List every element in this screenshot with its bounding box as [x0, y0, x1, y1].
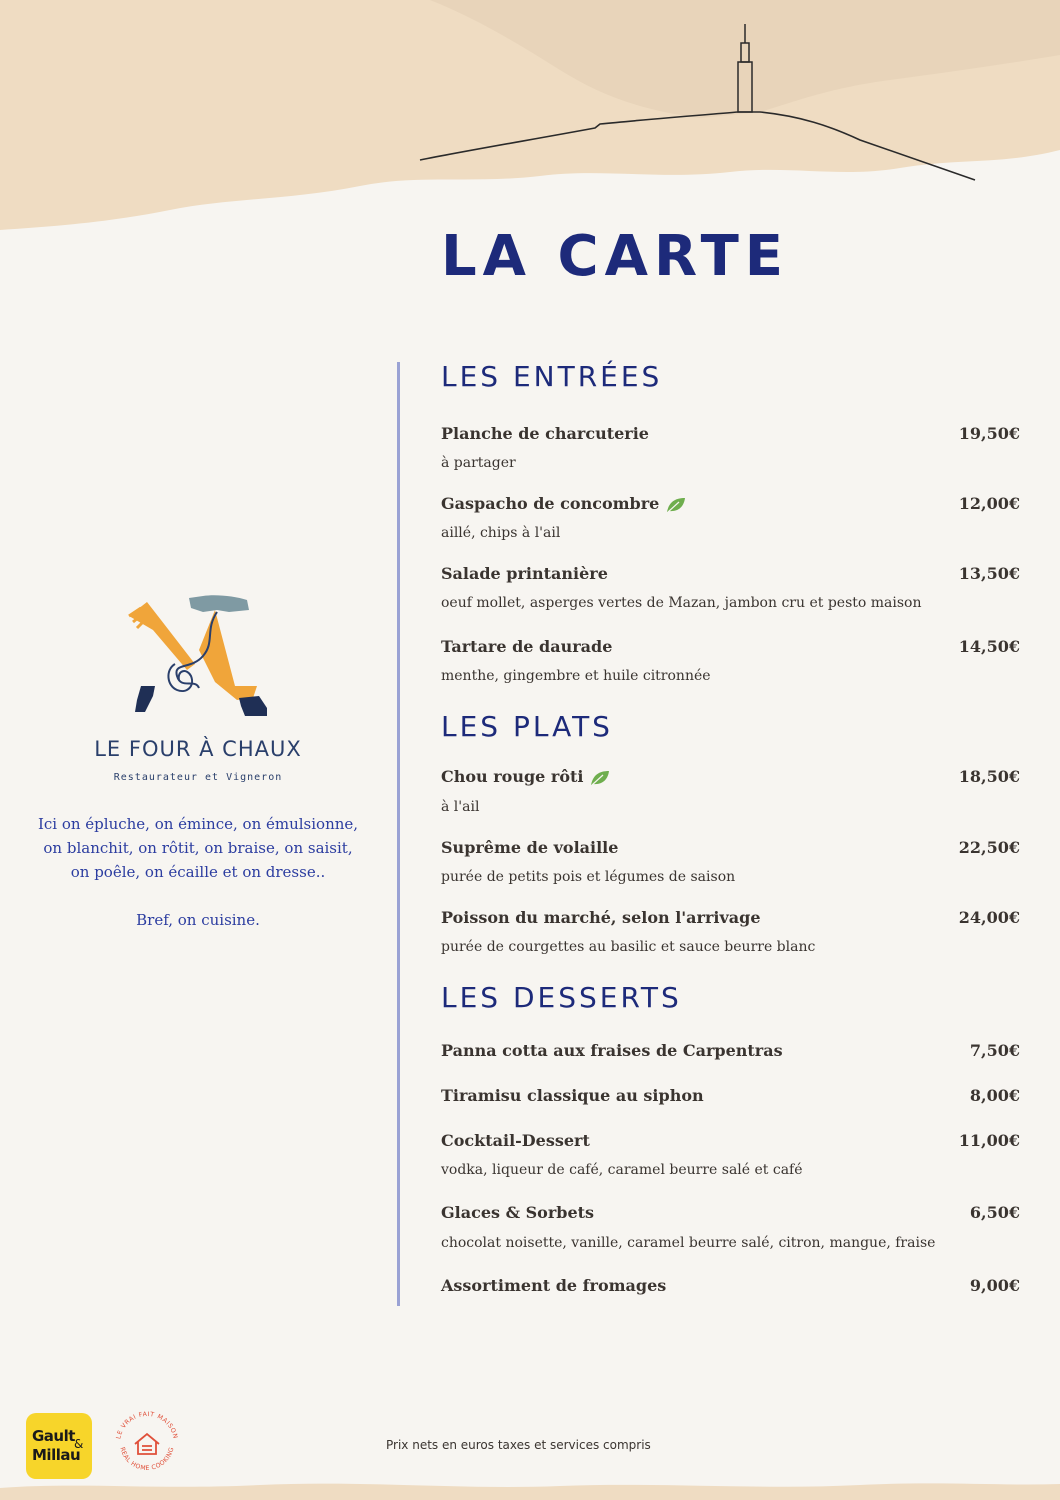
menu-item-name: Assortiment de fromages	[441, 1276, 667, 1295]
menu-item-description: purée de petits pois et légumes de saison	[441, 869, 736, 885]
menu-item-description: chocolat noisette, vanille, caramel beurre salé, citron, mangue, fraise	[441, 1235, 936, 1251]
paper-header-background	[0, 0, 1060, 260]
vrai-fait-maison-text: LE VRAI FAIT MAISON	[115, 1410, 179, 1440]
page-title: LA CARTE	[441, 224, 790, 289]
vertical-divider	[397, 362, 400, 1306]
menu-item-name: Suprême de volaille	[441, 838, 619, 857]
menu-item-name: Panna cotta aux fraises de Carpentras	[441, 1041, 783, 1060]
menu-item-name: Tartare de daurade	[441, 637, 613, 656]
restaurant-logo	[125, 590, 275, 725]
menu-item-description: à partager	[441, 455, 516, 471]
menu-item-price: 9,00€	[969, 1276, 1020, 1295]
menu-item-description: purée de courgettes au basilic et sauce beurre blanc	[441, 939, 816, 955]
menu-item-name: Planche de charcuterie	[441, 424, 649, 443]
tagline-line: Bref, on cuisine.	[136, 911, 260, 929]
section-title-desserts: LES DESSERTS	[441, 981, 682, 1014]
menu-item-price: 6,50€	[969, 1203, 1020, 1222]
menu-item-name: Cocktail-Dessert	[441, 1131, 590, 1150]
menu-item-price: 11,00€	[958, 1131, 1020, 1150]
menu-item-name: Salade printanière	[441, 564, 608, 583]
section-title-plats: LES PLATS	[441, 710, 613, 743]
menu-item-price: 19,50€	[958, 424, 1020, 443]
vrai-fait-maison-badge	[112, 1408, 182, 1478]
menu-item-description: vodka, liqueur de café, caramel beurre salé et café	[441, 1162, 803, 1178]
section-title-entrees: LES ENTRÉES	[441, 360, 663, 393]
menu-item-description: à l'ail	[441, 799, 480, 815]
vegetarian-leaf-icon	[665, 496, 687, 514]
tagline-line: on blanchit, on rôtit, on braise, on saisit,	[43, 839, 353, 857]
menu-item-description: menthe, gingembre et huile citronnée	[441, 668, 711, 684]
menu-item-description: aillé, chips à l'ail	[441, 525, 561, 541]
footer-note: Prix nets en euros taxes et services compris	[386, 1438, 651, 1452]
real-home-cooking-text: REAL HOME COOKING	[118, 1446, 176, 1473]
menu-item-name: Gaspacho de concombre	[441, 494, 687, 514]
menu-item-price: 8,00€	[969, 1086, 1020, 1105]
menu-item-name: Poisson du marché, selon l'arrivage	[441, 908, 761, 927]
menu-item-description: oeuf mollet, asperges vertes de Mazan, jambon cru et pesto maison	[441, 595, 922, 611]
vegetarian-leaf-icon	[589, 769, 611, 787]
brand-subtitle: Restaurateur et Vigneron	[113, 772, 283, 783]
menu-item-price: 14,50€	[958, 637, 1020, 656]
tagline-line: on poêle, on écaille et on dresse..	[70, 863, 326, 881]
menu-item-price: 7,50€	[969, 1041, 1020, 1060]
menu-item-name: Glaces & Sorbets	[441, 1203, 595, 1222]
svg-text:LE VRAI FAIT MAISON	[115, 1411, 178, 1440]
menu-item-name: Chou rouge rôti	[441, 767, 611, 787]
tagline-line: Ici on épluche, on émince, on émulsionne,	[37, 815, 359, 833]
brand-name: LE FOUR À CHAUX	[94, 737, 302, 761]
menu-item-price: 18,50€	[958, 767, 1020, 786]
menu-item-name: Tiramisu classique au siphon	[441, 1086, 704, 1105]
menu-item-price: 12,00€	[958, 494, 1020, 513]
gault-millau-badge	[26, 1413, 92, 1479]
gault-millau-line: Gault	[32, 1427, 75, 1445]
menu-item-price: 22,50€	[958, 838, 1020, 857]
menu-item-price: 24,00€	[958, 908, 1020, 927]
menu-item-price: 13,50€	[958, 564, 1020, 583]
gault-millau-line: Millau	[32, 1446, 81, 1464]
gault-millau-ampersand: &	[74, 1437, 83, 1451]
